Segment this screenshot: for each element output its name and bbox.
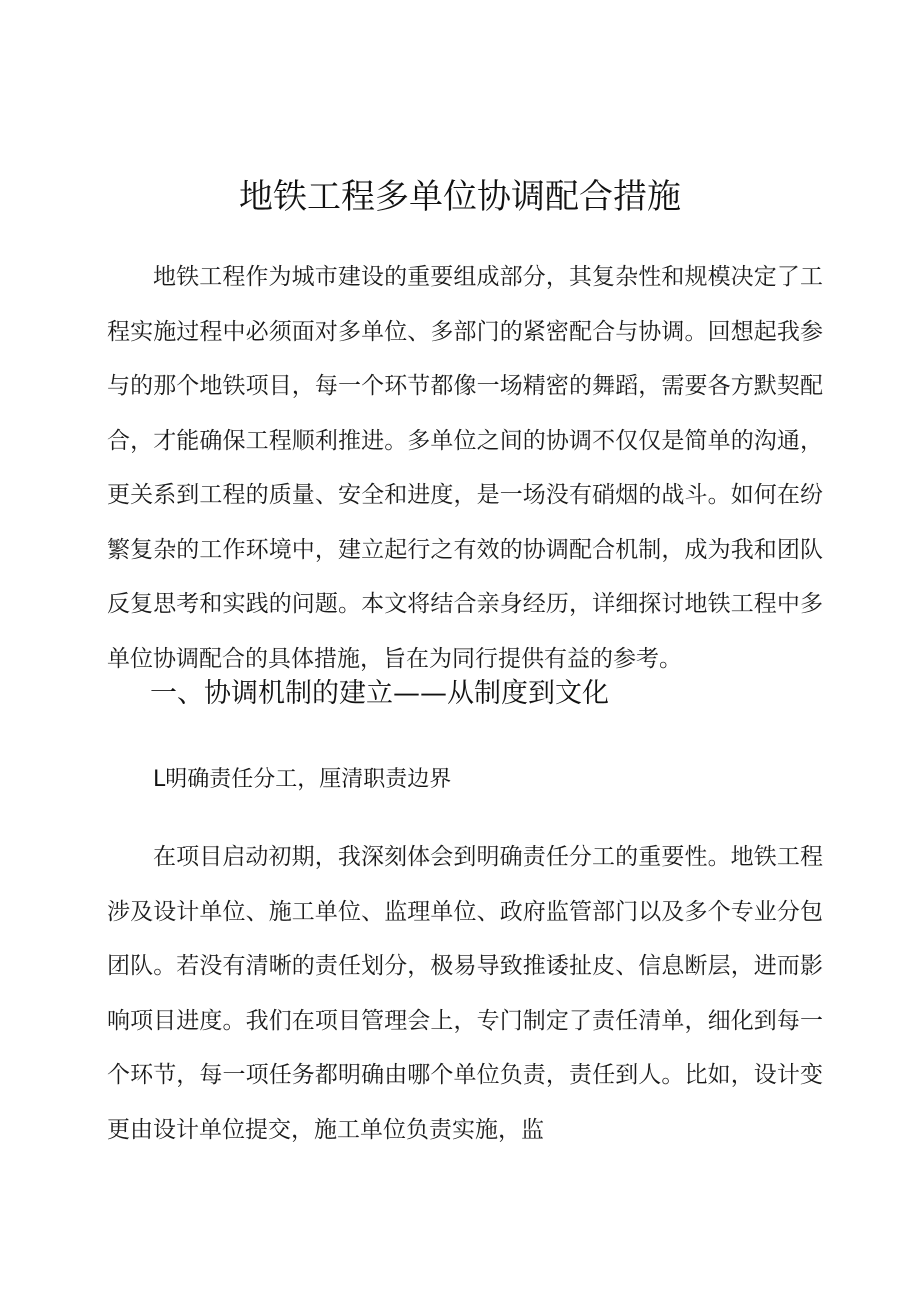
intro-paragraph: 地铁工程作为城市建设的重要组成部分，其复杂性和规模决定了工程实施过程中必须面对多单位、多部门的紧密配合与协调。回想起我参与的那个地铁项目，每一个环节都像一场精密的舞蹈，需要各方默契配合，才能确保工程顺利推进。多单位之间的协调不仅仅是简单的沟通，更关系到工程的质量、安全和进度，是一场没有硝烟的战斗。如何在纷繁复杂的工作环境中，建立起行之有效的协调配合机制，成为我和团队反复思考和实践的问题。本文将结合亲身经历，详细探讨地铁工程中多单位协调配合的具体措施，旨在为同行提供有益的参考。 [107, 264, 823, 672]
subsection-paragraph: 在项目启动初期，我深刻体会到明确责任分工的重要性。地铁工程涉及设计单位、施工单位、监理单位、政府监管部门以及多个专业分包团队。若没有清晰的责任划分，极易导致推诿扯皮、信息断层，进而影响项目进度。我们在项目管理会上，专门制定了责任清单，细化到每一个环节，每一项任务都明确由哪个单位负责，责任到人。比如，设计变更由设计单位提交，施工单位负责实施，监 [107, 844, 823, 1143]
subsection-heading: L明确责任分工，厘清职责边界 [153, 767, 452, 792]
document-title: 地铁工程多单位协调配合措施 [239, 177, 681, 217]
section-heading: 一、协调机制的建立——从制度到文化 [150, 678, 609, 709]
